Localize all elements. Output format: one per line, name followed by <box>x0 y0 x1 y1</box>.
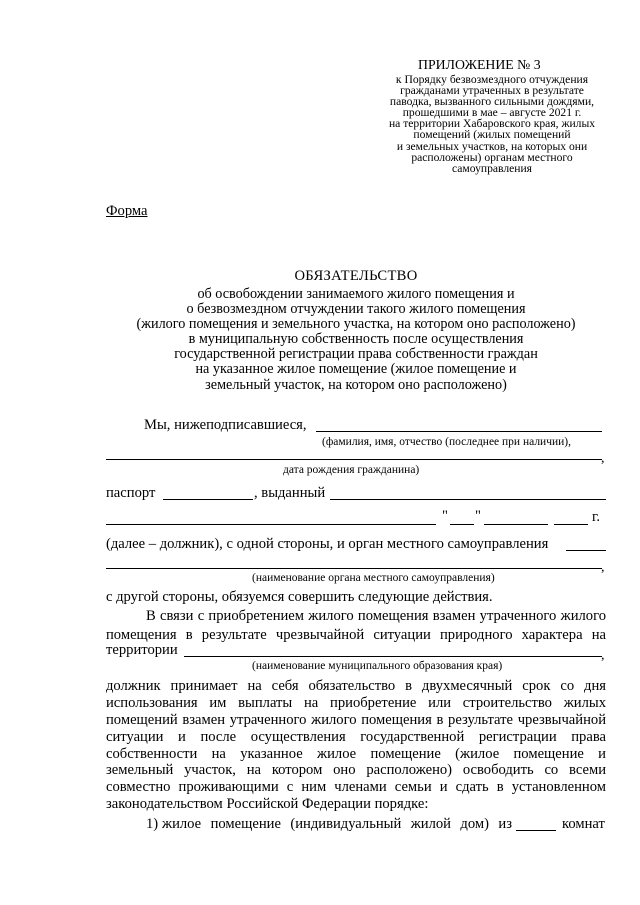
paragraph-line-2: помещения в результате чрезвычайной ситуации природного характера на <box>106 627 606 643</box>
subtitle-line: о безвозмездном отчуждении такого жилого помещения <box>186 301 526 318</box>
document-subtitle <box>0 287 640 393</box>
subtitle-line: об освобождении занимаемого жилого помещения и <box>197 286 515 302</box>
obligation-line: должник принимает на себя обязательство в двухмесячный срок со дня <box>106 678 606 694</box>
passport-label: паспорт <box>106 485 156 501</box>
appendix-text <box>376 74 608 174</box>
municipality-hint: (наименование муниципального образования края) <box>252 660 503 672</box>
appendix-line: на территории Хабаровского края, жилых <box>388 117 596 131</box>
subtitle-line: (жилого помещения и земельного участка, на котором оно расположено) <box>136 316 576 333</box>
issued-label: , выданный <box>254 485 326 501</box>
obligation-line: земельный участок, на котором оно расположено) освободить со всеми <box>106 762 606 779</box>
issued-by-field[interactable] <box>330 499 606 500</box>
we-undersigned-label: Мы, нижеподписавшиеся, <box>144 417 307 433</box>
comma-mark: , <box>601 451 605 466</box>
fio-field-continued[interactable] <box>106 459 602 460</box>
item-1-text: жилое помещение (индивидуальный жилой дом) из <box>162 816 512 832</box>
rooms-count-field[interactable] <box>516 830 556 831</box>
municipality-field[interactable] <box>184 656 602 657</box>
appendix-line: прошедшими в мае – августе 2021 г. <box>402 106 582 120</box>
appendix-line: расположены) органам местного <box>411 150 573 164</box>
appendix-line: гражданами утраченных в результате <box>400 84 584 98</box>
item-1-end: комнат <box>562 816 605 832</box>
birth-hint: дата рождения гражданина) <box>283 464 420 476</box>
authority-field-continued[interactable] <box>106 568 602 569</box>
issued-by-field-continued[interactable] <box>106 524 436 525</box>
appendix-line: самоуправления <box>451 161 533 175</box>
document-title: ОБЯЗАТЕЛЬСТВО <box>294 268 418 284</box>
obligation-line: помещений взамен утраченного жилого помещения в результате чрезвычайной <box>106 711 606 728</box>
obligation-line: ситуации и после осуществления государственной регистрации права <box>106 728 606 745</box>
subtitle-line: земельный участок, на котором оно расположено) <box>205 376 507 393</box>
passport-number-field[interactable] <box>163 499 253 500</box>
obligation-last-line: законодательством Российской Федерации порядке: <box>106 796 429 812</box>
quote-open: " <box>442 508 448 524</box>
comma-mark-3: , <box>601 648 605 663</box>
obligation-line: совместно проживающими с ним членами семьи и сдать в установленном <box>106 779 606 796</box>
appendix-line: и земельных участков, на которых они <box>396 139 588 153</box>
paragraph-line-1: В связи с приобретением жилого помещения взамен утраченного жилого <box>146 608 606 624</box>
fio-hint: (фамилия, имя, отчество (последнее при наличии), <box>322 436 572 448</box>
fio-field[interactable] <box>316 431 602 432</box>
other-side-text: с другой стороны, обязуемся совершить следующие действия. <box>106 589 493 605</box>
obligation-line: собственности на указанное жилое помещение (жилое помещение и <box>106 745 606 762</box>
subtitle-line: на указанное жилое помещение (жилое помещение и <box>195 361 517 378</box>
issue-month-field[interactable] <box>484 524 548 525</box>
appendix-line: помещений (жилых помещений <box>413 128 571 142</box>
appendix-line: к Порядку безвозмездного отчуждения <box>395 73 589 86</box>
debtor-line <box>106 536 564 553</box>
issue-year-field[interactable] <box>554 524 588 525</box>
appendix-title: ПРИЛОЖЕНИЕ № 3 <box>418 57 541 72</box>
subtitle-line: государственной регистрации права собственности граждан <box>174 346 538 363</box>
item-1-number: 1) <box>146 816 159 832</box>
comma-mark-2: , <box>601 560 605 575</box>
form-label: Форма <box>106 203 148 219</box>
quote-close: " <box>475 508 481 524</box>
debtor-text: (далее – должник), с одной стороны, и орган местного самоуправления <box>106 536 549 552</box>
issue-day-field[interactable] <box>450 524 474 525</box>
appendix-line: паводка, вызванного сильными дождями, <box>389 95 595 109</box>
territory-label: территории <box>106 642 178 658</box>
authority-hint: (наименование органа местного самоуправления) <box>252 572 495 584</box>
subtitle-line: в муниципальную собственность после осуществления <box>188 331 524 348</box>
year-suffix: г. <box>592 509 600 525</box>
obligation-line: использования им выплаты на приобретение или строительство жилых <box>106 694 606 711</box>
authority-field[interactable] <box>566 550 606 551</box>
obligation-paragraph <box>106 678 606 796</box>
